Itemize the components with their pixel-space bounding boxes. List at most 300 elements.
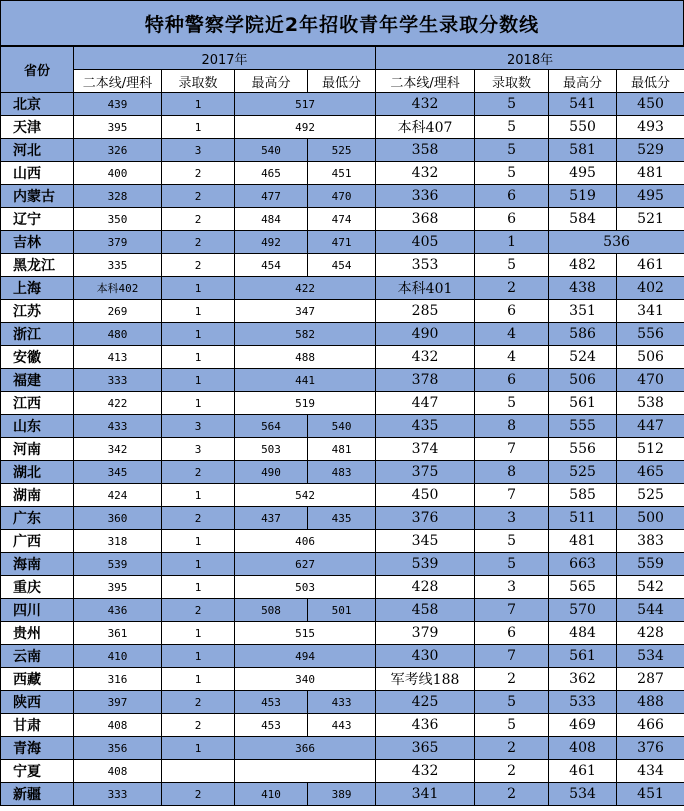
table-row xyxy=(1,369,684,392)
cell-2018-max: 561 xyxy=(549,392,617,415)
cell-2017-score-merged: 542 xyxy=(235,484,376,507)
cell-2018-count: 5 xyxy=(475,254,549,277)
cell-2018-min: 466 xyxy=(617,714,684,737)
cell-2018-max: 484 xyxy=(549,622,617,645)
cell-2017-min: 454 xyxy=(308,254,376,277)
cell-2017-count: 1 xyxy=(162,323,235,346)
cell-2018-min: 544 xyxy=(617,599,684,622)
cell-2017-line: 269 xyxy=(74,300,162,323)
cell-2018-max: 482 xyxy=(549,254,617,277)
cell-2018-min: 521 xyxy=(617,208,684,231)
province-cell: 西藏 xyxy=(1,668,74,691)
table-row xyxy=(1,599,684,622)
province-cell: 河南 xyxy=(1,438,74,461)
table-row xyxy=(1,231,684,254)
cell-2018-min: 376 xyxy=(617,737,684,760)
cell-2018-min: 495 xyxy=(617,185,684,208)
province-cell: 青海 xyxy=(1,737,74,760)
cell-2017-min: 451 xyxy=(308,162,376,185)
cell-2018-min: 556 xyxy=(617,323,684,346)
cell-2018-min: 512 xyxy=(617,438,684,461)
cell-2018-max: 534 xyxy=(549,783,617,806)
cell-2018-line: 345 xyxy=(376,530,475,553)
cell-2017-line: 433 xyxy=(74,415,162,438)
cell-2017-line: 326 xyxy=(74,139,162,162)
cell-2017-max: 492 xyxy=(235,231,308,254)
cell-2018-min: 488 xyxy=(617,691,684,714)
cell-2018-count: 6 xyxy=(475,185,549,208)
cell-2018-count: 1 xyxy=(475,231,549,254)
cell-2017-line: 422 xyxy=(74,392,162,415)
cell-2017-line: 397 xyxy=(74,691,162,714)
table-row xyxy=(1,116,684,139)
cell-2017-score-merged: 582 xyxy=(235,323,376,346)
cell-2018-line: 432 xyxy=(376,346,475,369)
cell-2018-max: 581 xyxy=(549,139,617,162)
cell-2017-count: 2 xyxy=(162,185,235,208)
cell-2018-min: 287 xyxy=(617,668,684,691)
cell-2017-line: 361 xyxy=(74,622,162,645)
cell-2018-count: 5 xyxy=(475,714,549,737)
cell-2017-line: 350 xyxy=(74,208,162,231)
cell-2017-min: 471 xyxy=(308,231,376,254)
cell-2018-line: 432 xyxy=(376,93,475,116)
cell-2017-min: 470 xyxy=(308,185,376,208)
cell-2017-max: 454 xyxy=(235,254,308,277)
cell-2017-count: 1 xyxy=(162,576,235,599)
cell-2018-max: 469 xyxy=(549,714,617,737)
cell-2017-line: 410 xyxy=(74,645,162,668)
province-cell: 吉林 xyxy=(1,231,74,254)
cell-2018-min: 500 xyxy=(617,507,684,530)
cell-2017-score-merged: 519 xyxy=(235,392,376,415)
province-cell: 四川 xyxy=(1,599,74,622)
cell-2017-line: 318 xyxy=(74,530,162,553)
cell-2018-line: 353 xyxy=(376,254,475,277)
cell-2018-max: 663 xyxy=(549,553,617,576)
cell-2018-count: 7 xyxy=(475,438,549,461)
cell-2017-max: 540 xyxy=(235,139,308,162)
cell-2018-line: 447 xyxy=(376,392,475,415)
table-row xyxy=(1,484,684,507)
cell-2017-line: 436 xyxy=(74,599,162,622)
cell-2017-line: 413 xyxy=(74,346,162,369)
province-cell: 安徽 xyxy=(1,346,74,369)
cell-2018-count: 4 xyxy=(475,346,549,369)
cell-2018-count: 2 xyxy=(475,277,549,300)
province-cell: 贵州 xyxy=(1,622,74,645)
cell-2018-count: 5 xyxy=(475,116,549,139)
cell-2018-line: 365 xyxy=(376,737,475,760)
cell-2018-count: 4 xyxy=(475,323,549,346)
province-cell: 重庆 xyxy=(1,576,74,599)
cell-2017-count: 2 xyxy=(162,714,235,737)
cell-2017-min: 433 xyxy=(308,691,376,714)
col-header-2017-line: 二本线/理科 xyxy=(74,70,162,93)
cell-2017-max: 453 xyxy=(235,714,308,737)
cell-2017-count: 1 xyxy=(162,277,235,300)
cell-2018-line: 374 xyxy=(376,438,475,461)
cell-2018-min: 529 xyxy=(617,139,684,162)
cell-2017-count: 2 xyxy=(162,691,235,714)
cell-2018-count: 8 xyxy=(475,461,549,484)
province-cell: 福建 xyxy=(1,369,74,392)
cell-2018-min: 447 xyxy=(617,415,684,438)
cell-2017-line: 333 xyxy=(74,369,162,392)
cell-2017-max: 508 xyxy=(235,599,308,622)
cell-2018-min: 538 xyxy=(617,392,684,415)
cell-2018-score-merged: 536 xyxy=(549,231,684,254)
table-row xyxy=(1,576,684,599)
cell-2018-line: 450 xyxy=(376,484,475,507)
cell-2017-count: 2 xyxy=(162,208,235,231)
province-cell: 湖南 xyxy=(1,484,74,507)
cell-2017-count: 1 xyxy=(162,93,235,116)
cell-2017-max: 437 xyxy=(235,507,308,530)
cell-2018-line: 379 xyxy=(376,622,475,645)
cell-2017-count: 1 xyxy=(162,622,235,645)
cell-2017-max: 410 xyxy=(235,783,308,806)
cell-2017-max: 477 xyxy=(235,185,308,208)
cell-2017-count: 1 xyxy=(162,530,235,553)
cell-2017-score-merged: 515 xyxy=(235,622,376,645)
cell-2017-count: 1 xyxy=(162,392,235,415)
cell-2017-line: 408 xyxy=(74,714,162,737)
cell-2018-count: 5 xyxy=(475,553,549,576)
cell-2018-count: 6 xyxy=(475,622,549,645)
cell-2018-line: 428 xyxy=(376,576,475,599)
cell-2017-count: 1 xyxy=(162,300,235,323)
province-cell: 海南 xyxy=(1,553,74,576)
cell-2017-count: 1 xyxy=(162,668,235,691)
cell-2018-max: 586 xyxy=(549,323,617,346)
province-cell: 陕西 xyxy=(1,691,74,714)
table-row xyxy=(1,323,684,346)
table-row xyxy=(1,392,684,415)
cell-2018-count: 8 xyxy=(475,415,549,438)
cell-2017-score-merged: 366 xyxy=(235,737,376,760)
cell-2017-score-merged: 503 xyxy=(235,576,376,599)
cell-2017-score-merged: 492 xyxy=(235,116,376,139)
cell-2017-min: 474 xyxy=(308,208,376,231)
province-cell: 江苏 xyxy=(1,300,74,323)
cell-2018-count: 5 xyxy=(475,139,549,162)
cell-2017-line: 439 xyxy=(74,93,162,116)
cell-2018-line: 378 xyxy=(376,369,475,392)
cell-2018-line: 435 xyxy=(376,415,475,438)
table-row xyxy=(1,208,684,231)
cell-2017-min: 525 xyxy=(308,139,376,162)
cell-2017-line: 328 xyxy=(74,185,162,208)
cell-2018-min: 542 xyxy=(617,576,684,599)
cell-2017-score-merged: 406 xyxy=(235,530,376,553)
col-header-2018-line: 二本线/理科 xyxy=(376,70,475,93)
cell-2018-max: 555 xyxy=(549,415,617,438)
cell-2018-line: 432 xyxy=(376,162,475,185)
province-cell: 新疆 xyxy=(1,783,74,806)
cell-2017-max: 465 xyxy=(235,162,308,185)
cell-2018-min: 341 xyxy=(617,300,684,323)
cell-2018-min: 383 xyxy=(617,530,684,553)
cell-2017-count: 2 xyxy=(162,254,235,277)
cell-2017-line: 316 xyxy=(74,668,162,691)
province-cell: 辽宁 xyxy=(1,208,74,231)
cell-2017-score-merged: 494 xyxy=(235,645,376,668)
table-row xyxy=(1,415,684,438)
cell-2018-max: 584 xyxy=(549,208,617,231)
province-cell: 甘肃 xyxy=(1,714,74,737)
cell-2018-min: 470 xyxy=(617,369,684,392)
cell-2017-count: 2 xyxy=(162,162,235,185)
cell-2017-line: 408 xyxy=(74,760,162,783)
province-cell: 内蒙古 xyxy=(1,185,74,208)
col-header-2018-min: 最低分 xyxy=(617,70,684,93)
cell-2017-min: 443 xyxy=(308,714,376,737)
cell-2018-max: 495 xyxy=(549,162,617,185)
cell-2017-count: 2 xyxy=(162,461,235,484)
table-row xyxy=(1,530,684,553)
cell-2018-line: 425 xyxy=(376,691,475,714)
cell-2018-line: 375 xyxy=(376,461,475,484)
table-row xyxy=(1,645,684,668)
table-row xyxy=(1,622,684,645)
cell-2017-min: 389 xyxy=(308,783,376,806)
cell-2017-score-merged: 488 xyxy=(235,346,376,369)
cell-2017-count: 3 xyxy=(162,438,235,461)
cell-2017-score-merged: 517 xyxy=(235,93,376,116)
page-title: 特种警察学院近2年招收青年学生录取分数线 xyxy=(0,0,684,46)
cell-2018-max: 541 xyxy=(549,93,617,116)
province-cell: 黑龙江 xyxy=(1,254,74,277)
cell-2017-count: 1 xyxy=(162,116,235,139)
cell-2017-score-merged: 340 xyxy=(235,668,376,691)
cell-2018-min: 481 xyxy=(617,162,684,185)
cell-2017-max: 453 xyxy=(235,691,308,714)
province-cell: 山西 xyxy=(1,162,74,185)
cell-2018-line: 本科401 xyxy=(376,277,475,300)
cell-2018-min: 465 xyxy=(617,461,684,484)
cell-2018-count: 6 xyxy=(475,369,549,392)
cell-2018-min: 506 xyxy=(617,346,684,369)
cell-2018-count: 5 xyxy=(475,530,549,553)
cell-2018-line: 358 xyxy=(376,139,475,162)
cell-2018-max: 524 xyxy=(549,346,617,369)
cell-2018-count: 5 xyxy=(475,691,549,714)
cell-2018-line: 432 xyxy=(376,760,475,783)
cell-2017-line: 539 xyxy=(74,553,162,576)
province-cell: 天津 xyxy=(1,116,74,139)
cell-2017-count: 2 xyxy=(162,507,235,530)
province-cell: 江西 xyxy=(1,392,74,415)
cell-2017-line: 480 xyxy=(74,323,162,346)
col-header-2017-count: 录取数 xyxy=(162,70,235,93)
cell-2017-max: 490 xyxy=(235,461,308,484)
cell-2018-count: 5 xyxy=(475,162,549,185)
cell-2018-line: 539 xyxy=(376,553,475,576)
cell-2017-line: 395 xyxy=(74,576,162,599)
cell-2018-min: 434 xyxy=(617,760,684,783)
cell-2017-score-merged: 347 xyxy=(235,300,376,323)
cell-2018-line: 490 xyxy=(376,323,475,346)
cell-2018-min: 450 xyxy=(617,93,684,116)
cell-2017-line: 400 xyxy=(74,162,162,185)
cell-2018-max: 525 xyxy=(549,461,617,484)
table-row xyxy=(1,461,684,484)
cell-2018-line: 本科407 xyxy=(376,116,475,139)
province-header: 省份 xyxy=(1,47,74,93)
cell-2018-count: 2 xyxy=(475,760,549,783)
table-row xyxy=(1,277,684,300)
cell-2017-count: 2 xyxy=(162,599,235,622)
cell-2018-count: 2 xyxy=(475,783,549,806)
cell-2017-score-merged xyxy=(235,760,376,783)
province-cell: 北京 xyxy=(1,93,74,116)
cell-2017-count xyxy=(162,760,235,783)
cell-2018-count: 3 xyxy=(475,576,549,599)
table-row xyxy=(1,162,684,185)
cell-2018-line: 368 xyxy=(376,208,475,231)
cell-2017-max: 503 xyxy=(235,438,308,461)
cell-2018-line: 436 xyxy=(376,714,475,737)
table-row xyxy=(1,438,684,461)
score-table xyxy=(0,46,684,806)
cell-2018-count: 2 xyxy=(475,737,549,760)
cell-2018-line: 341 xyxy=(376,783,475,806)
cell-2017-line: 342 xyxy=(74,438,162,461)
cell-2017-score-merged: 441 xyxy=(235,369,376,392)
cell-2018-min: 525 xyxy=(617,484,684,507)
table-row xyxy=(1,346,684,369)
cell-2018-max: 570 xyxy=(549,599,617,622)
year-2017-header: 2017年 xyxy=(74,47,376,70)
table-row xyxy=(1,714,684,737)
cell-2018-max: 519 xyxy=(549,185,617,208)
cell-2017-count: 2 xyxy=(162,231,235,254)
cell-2017-line: 335 xyxy=(74,254,162,277)
cell-2018-min: 534 xyxy=(617,645,684,668)
cell-2018-line: 458 xyxy=(376,599,475,622)
cell-2018-min: 559 xyxy=(617,553,684,576)
cell-2018-line: 430 xyxy=(376,645,475,668)
cell-2017-count: 1 xyxy=(162,737,235,760)
table-row xyxy=(1,185,684,208)
year-2018-header: 2018年 xyxy=(376,47,684,70)
cell-2017-count: 3 xyxy=(162,139,235,162)
cell-2017-max: 564 xyxy=(235,415,308,438)
cell-2018-max: 565 xyxy=(549,576,617,599)
cell-2018-max: 351 xyxy=(549,300,617,323)
cell-2018-min: 402 xyxy=(617,277,684,300)
cell-2017-count: 1 xyxy=(162,645,235,668)
cell-2018-min: 451 xyxy=(617,783,684,806)
cell-2017-score-merged: 627 xyxy=(235,553,376,576)
cell-2018-max: 461 xyxy=(549,760,617,783)
cell-2017-max: 484 xyxy=(235,208,308,231)
cell-2017-count: 3 xyxy=(162,415,235,438)
province-cell: 湖北 xyxy=(1,461,74,484)
cell-2018-count: 2 xyxy=(475,668,549,691)
col-header-2017-min: 最低分 xyxy=(308,70,376,93)
cell-2017-line: 本科402 xyxy=(74,277,162,300)
province-cell: 云南 xyxy=(1,645,74,668)
cell-2018-min: 428 xyxy=(617,622,684,645)
cell-2017-line: 356 xyxy=(74,737,162,760)
cell-2017-count: 1 xyxy=(162,369,235,392)
province-cell: 广西 xyxy=(1,530,74,553)
cell-2018-max: 585 xyxy=(549,484,617,507)
cell-2018-max: 506 xyxy=(549,369,617,392)
cell-2017-line: 333 xyxy=(74,783,162,806)
col-header-2018-max: 最高分 xyxy=(549,70,617,93)
cell-2018-count: 7 xyxy=(475,599,549,622)
cell-2018-count: 5 xyxy=(475,93,549,116)
table-row xyxy=(1,507,684,530)
cell-2018-count: 7 xyxy=(475,484,549,507)
table-row xyxy=(1,93,684,116)
cell-2018-line: 军考线188 xyxy=(376,668,475,691)
cell-2018-count: 6 xyxy=(475,300,549,323)
province-cell: 山东 xyxy=(1,415,74,438)
cell-2017-min: 540 xyxy=(308,415,376,438)
table-row xyxy=(1,300,684,323)
cell-2018-max: 438 xyxy=(549,277,617,300)
col-header-2018-count: 录取数 xyxy=(475,70,549,93)
cell-2018-line: 336 xyxy=(376,185,475,208)
cell-2018-min: 461 xyxy=(617,254,684,277)
province-cell: 广东 xyxy=(1,507,74,530)
cell-2017-min: 481 xyxy=(308,438,376,461)
cell-2018-max: 511 xyxy=(549,507,617,530)
cell-2017-line: 379 xyxy=(74,231,162,254)
cell-2018-max: 556 xyxy=(549,438,617,461)
cell-2017-line: 424 xyxy=(74,484,162,507)
table-row xyxy=(1,760,684,783)
cell-2018-line: 285 xyxy=(376,300,475,323)
cell-2018-max: 481 xyxy=(549,530,617,553)
cell-2018-count: 6 xyxy=(475,208,549,231)
cell-2017-line: 360 xyxy=(74,507,162,530)
province-cell: 浙江 xyxy=(1,323,74,346)
cell-2017-line: 395 xyxy=(74,116,162,139)
cell-2017-count: 1 xyxy=(162,346,235,369)
cell-2017-score-merged: 422 xyxy=(235,277,376,300)
province-cell: 河北 xyxy=(1,139,74,162)
province-cell: 宁夏 xyxy=(1,760,74,783)
cell-2017-line: 345 xyxy=(74,461,162,484)
cell-2018-max: 362 xyxy=(549,668,617,691)
cell-2018-count: 3 xyxy=(475,507,549,530)
cell-2017-min: 435 xyxy=(308,507,376,530)
cell-2018-line: 405 xyxy=(376,231,475,254)
cell-2017-count: 1 xyxy=(162,553,235,576)
cell-2018-max: 533 xyxy=(549,691,617,714)
table-row xyxy=(1,737,684,760)
cell-2017-min: 483 xyxy=(308,461,376,484)
cell-2017-count: 1 xyxy=(162,484,235,507)
cell-2017-count: 2 xyxy=(162,783,235,806)
province-cell: 上海 xyxy=(1,277,74,300)
table-row xyxy=(1,783,684,806)
table-row xyxy=(1,668,684,691)
cell-2018-max: 561 xyxy=(549,645,617,668)
table-row xyxy=(1,254,684,277)
cell-2017-min: 501 xyxy=(308,599,376,622)
cell-2018-count: 5 xyxy=(475,392,549,415)
cell-2018-count: 7 xyxy=(475,645,549,668)
cell-2018-max: 550 xyxy=(549,116,617,139)
table-row xyxy=(1,691,684,714)
cell-2018-max: 408 xyxy=(549,737,617,760)
